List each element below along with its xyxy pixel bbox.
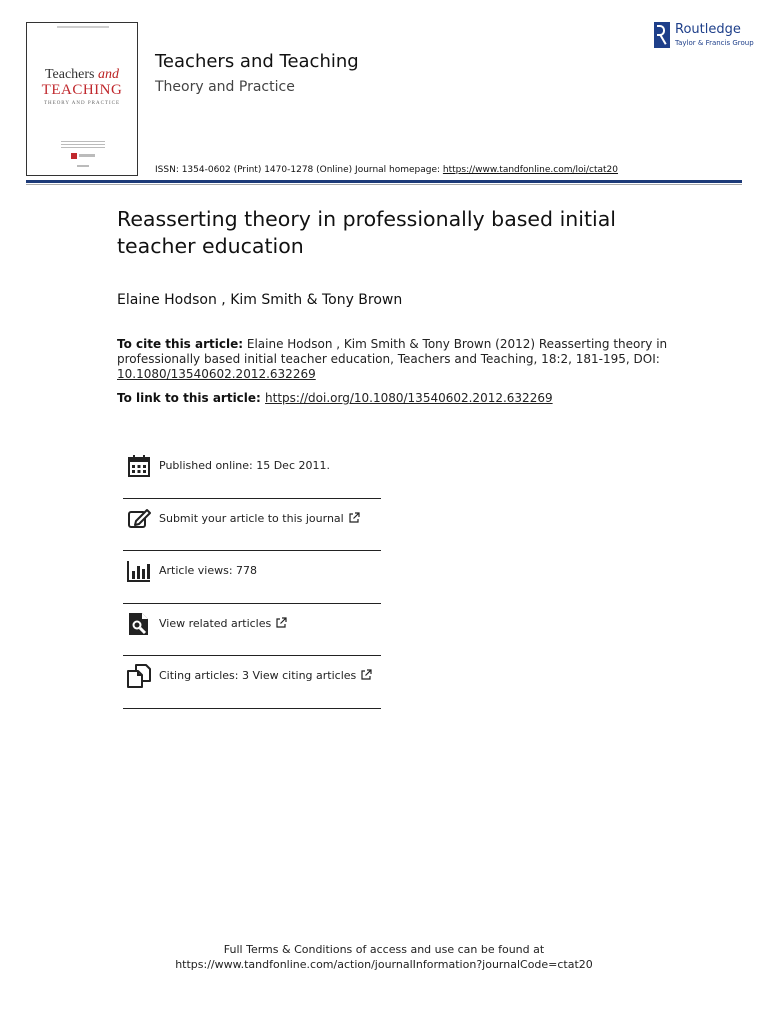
info-related[interactable]: [123, 604, 381, 657]
citing-articles-link[interactable]: Citing articles: 3 View citing articles: [159, 669, 372, 682]
journal-title: Teachers and Teaching: [155, 51, 359, 72]
cover-fine-line: [61, 147, 105, 148]
journal-cover-thumbnail: [26, 22, 138, 176]
issn-text: ISSN: 1354-0602 (Print) 1470-1278 (Online) Journal homepage:: [155, 165, 443, 175]
edit-icon: [127, 507, 151, 531]
bar-chart-icon: [127, 559, 151, 583]
info-citing[interactable]: [123, 656, 381, 709]
calendar-icon: [127, 454, 151, 478]
footer-line1: Full Terms & Conditions of access and use can be found at: [223, 943, 545, 956]
external-link-icon: [348, 512, 360, 524]
footer-terms-url[interactable]: https://www.tandfonline.com/action/journalInformation?journalCode=ctat20: [175, 958, 593, 971]
cover-fine-line: [61, 141, 105, 142]
cover-publisher-logo: [71, 153, 77, 159]
header-rule: [26, 180, 742, 183]
routledge-logo-icon: [654, 22, 670, 48]
header-rule-thin: [26, 184, 742, 185]
cover-publisher-text: [79, 154, 95, 157]
cover-fine-line: [61, 144, 105, 145]
cover-title-line1: Teachers and: [44, 67, 120, 82]
related-search-icon: [127, 612, 151, 636]
article-link-block: [117, 391, 553, 405]
info-submit[interactable]: [123, 499, 381, 552]
external-link-icon: [360, 669, 372, 681]
cover-title-line2: TEACHING: [41, 82, 123, 98]
article-authors: Elaine Hodson , Kim Smith & Tony Brown: [117, 292, 403, 308]
publisher-group: Taylor & Francis Group: [675, 39, 754, 47]
cite-label: To cite this article:: [117, 337, 244, 351]
external-link-icon: [275, 617, 287, 629]
cover-top-mark: [57, 26, 109, 28]
info-views: [123, 551, 381, 604]
link-label: To link to this article:: [117, 391, 266, 405]
cover-title-line3: THEORY AND PRACTICE: [43, 101, 121, 106]
publisher-logo[interactable]: [654, 22, 754, 52]
citing-documents-icon: [127, 664, 151, 688]
article-title: Reasserting theory in professionally based initial teacher education: [117, 207, 616, 258]
journal-subtitle: Theory and Practice: [155, 79, 295, 95]
doi-link[interactable]: 10.1080/13540602.2012.632269: [117, 367, 316, 381]
related-articles-link[interactable]: View related articles: [159, 617, 287, 630]
info-published: [123, 446, 381, 499]
citation-block: [117, 337, 677, 382]
submit-article-link[interactable]: Submit your article to this journal: [159, 512, 360, 525]
cover-bottom-mark: [77, 165, 89, 167]
article-url-link[interactable]: https://doi.org/10.1080/13540602.2012.632269: [265, 391, 553, 405]
journal-homepage-link[interactable]: https://www.tandfonline.com/loi/ctat20: [442, 165, 619, 175]
terms-footer: [0, 942, 768, 972]
article-views: Article views: 778: [159, 564, 258, 577]
cite-text: Elaine Hodson , Kim Smith & Tony Brown (2012) Reasserting theory in professionally based initial teacher education, Teachers and Teaching, 18:2, 181-195, DOI:: [117, 337, 668, 366]
issn-line: [155, 165, 618, 175]
article-info-list: [123, 446, 381, 709]
published-date: Published online: 15 Dec 2011.: [159, 459, 330, 472]
publisher-name: Routledge: [675, 22, 741, 37]
